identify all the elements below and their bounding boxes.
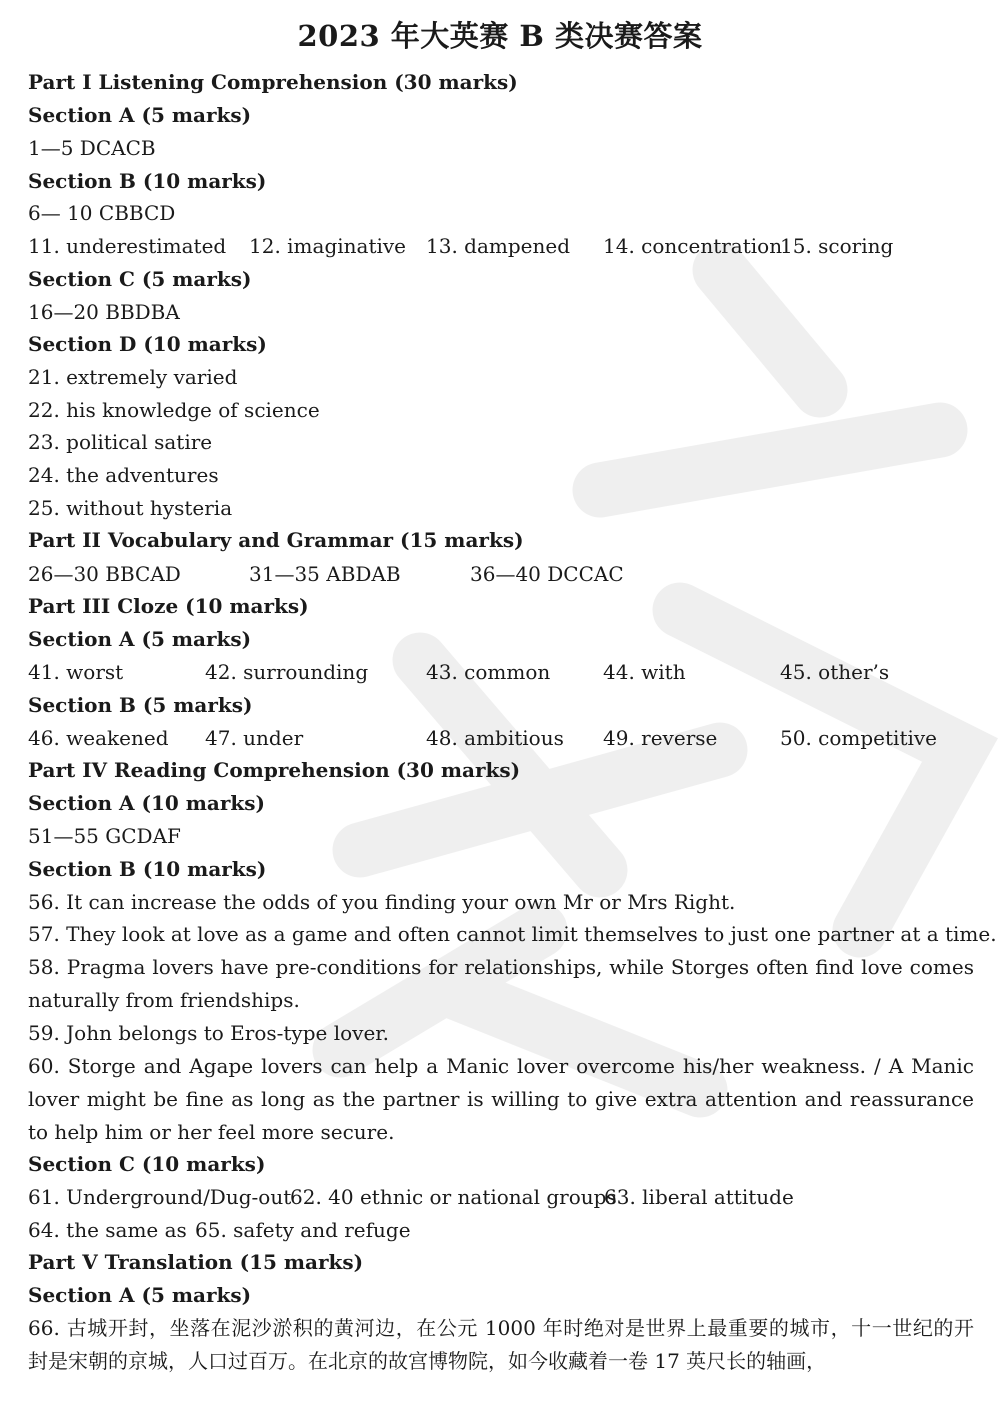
answer-item: 43. common: [426, 660, 551, 684]
answer-item: 46. weakened: [28, 726, 169, 750]
answer-item: 44. with: [603, 660, 686, 684]
answer-paragraph: 60. Storge and Agape lovers can help a Manic lover overcome his/her weakness. / A Manic lover might be fine as long as the partner is willing to give extra attention and reassurance to help him or her feel more secure.: [28, 1054, 974, 1144]
answer-item: 64. the same as: [28, 1218, 187, 1242]
answer-item: 24. the adventures: [28, 463, 219, 487]
part1-section-c-heading: Section C (5 marks): [28, 267, 252, 291]
part2-items: [0, 561, 1000, 587]
answer-item: 41. worst: [28, 660, 124, 684]
answer-item: 63. liberal attitude: [604, 1185, 794, 1209]
part3-section-a-items: [0, 659, 1000, 685]
answer-item: 22. his knowledge of science: [28, 398, 320, 422]
part3-section-b-heading: Section B (5 marks): [28, 693, 253, 717]
part5-section-a-heading: Section A (5 marks): [28, 1283, 252, 1307]
answer-item: 56. It can increase the odds of you finding your own Mr or Mrs Right.: [28, 890, 736, 914]
part2-heading: Part II Vocabulary and Grammar (15 marks): [28, 528, 524, 552]
part3-section-b-items: [0, 725, 1000, 751]
answer-item: 25. without hysteria: [28, 496, 233, 520]
answer-item: 59. John belongs to Eros-type lover.: [28, 1021, 390, 1045]
part4-heading: Part IV Reading Comprehension (30 marks): [28, 758, 521, 782]
answer-item: 11. underestimated: [28, 234, 227, 258]
page-title: 2023 年大英赛 B 类决赛答案: [297, 19, 703, 53]
part1-section-a-answers: 1—5 DCACB: [28, 136, 156, 160]
answer-item: 61. Underground/Dug-out: [28, 1185, 292, 1209]
part4-section-c-heading: Section C (10 marks): [28, 1152, 266, 1176]
part1-section-a-heading: Section A (5 marks): [28, 103, 252, 127]
part4-section-c-items-row2: [0, 1217, 1000, 1243]
part5-heading: Part V Translation (15 marks): [28, 1250, 364, 1274]
answer-item: 65. safety and refuge: [195, 1218, 411, 1242]
answer-item: 14. concentration: [603, 234, 783, 258]
answer-item: 23. political satire: [28, 430, 213, 454]
answer-item: 48. ambitious: [426, 726, 564, 750]
part4-section-c-items-row1: [0, 1184, 1000, 1210]
answer-item: 21. extremely varied: [28, 365, 238, 389]
answer-item: 15. scoring: [780, 234, 894, 258]
answer-paragraph: 58. Pragma lovers have pre-conditions for relationships, while Storges often find love comes naturally from friendships.: [28, 955, 974, 1012]
answer-item: 50. competitive: [780, 726, 938, 750]
answer-item: 36—40 DCCAC: [470, 562, 624, 586]
part4-section-a-answers: 51—55 GCDAF: [28, 824, 181, 848]
answer-item: 26—30 BBCAD: [28, 562, 181, 586]
answer-item: 42. surrounding: [205, 660, 369, 684]
answer-item: 31—35 ABDAB: [249, 562, 401, 586]
part4-section-b-heading: Section B (10 marks): [28, 857, 267, 881]
answer-item: 47. under: [205, 726, 304, 750]
part1-heading: Part I Listening Comprehension (30 marks): [28, 70, 518, 94]
part1-section-b-heading: Section B (10 marks): [28, 169, 267, 193]
translation-paragraph: 66. 古城开封，坐落在泥沙淤积的黄河边，在公元 1000 年时绝对是世界上最重要的城市，十一世纪的开 封是宋朝的京城，人口过百万。在北京的故宫博物院，如今收藏着一卷 17 英尺长的轴画，: [28, 1316, 974, 1373]
part1-section-d-heading: Section D (10 marks): [28, 332, 267, 356]
answer-item: 49. reverse: [603, 726, 718, 750]
answer-item: 12. imaginative: [249, 234, 407, 258]
answer-item: 57. They look at love as a game and often cannot limit themselves to just one partner at a time.: [28, 922, 997, 946]
answer-item: 45. other’s: [780, 660, 890, 684]
part4-section-a-heading: Section A (10 marks): [28, 791, 266, 815]
part1-section-b-answers: 6— 10 CBBCD: [28, 201, 176, 225]
part3-section-a-heading: Section A (5 marks): [28, 627, 252, 651]
part1-section-c-answers: 16—20 BBDBA: [28, 300, 180, 324]
answer-item: 62. 40 ethnic or national groups: [290, 1185, 617, 1209]
answer-item: 13. dampened: [426, 234, 571, 258]
part1-section-b-items: [0, 233, 1000, 259]
part3-heading: Part III Cloze (10 marks): [28, 594, 309, 618]
